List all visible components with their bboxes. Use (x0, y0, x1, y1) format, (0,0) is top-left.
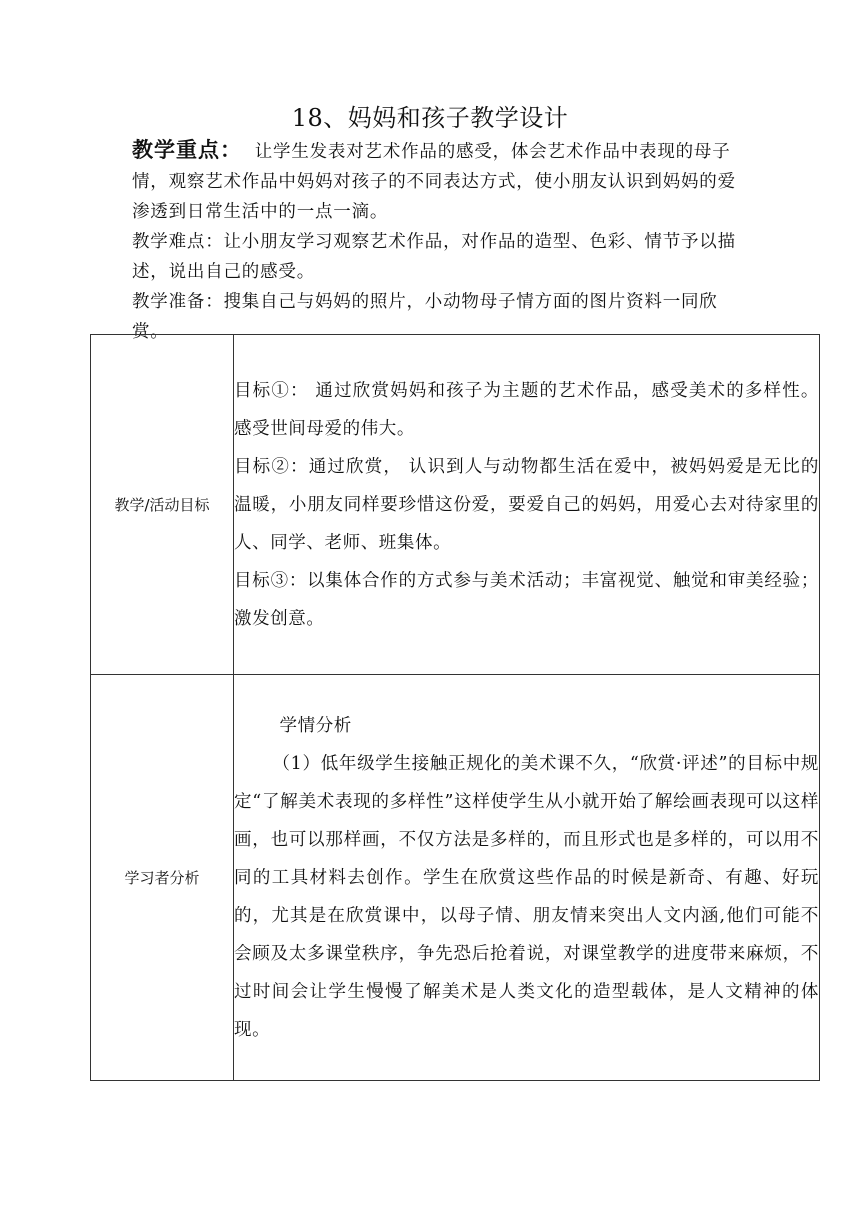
goal-1: 目标①： 通过欣赏妈妈和孩子为主题的艺术作品，感受美术的多样性。感受世间母爱的伟大。 (234, 380, 819, 439)
learner-analysis-content (234, 675, 820, 1081)
objectives-label: 教学/活动目标 (91, 335, 234, 675)
table-row-learner-analysis (91, 675, 820, 1081)
goal-2: 目标②：通过欣赏， 认识到人与动物都生活在爱中，被妈妈爱是无比的温暖，小朋友同样要珍惜这份爱，要爱自己的妈妈，用爱心去对待家里的人、同学、老师、班集体。 (234, 456, 819, 553)
key-points-label: 教学重点： (132, 137, 242, 162)
learner-analysis-heading: 学情分析 (279, 715, 352, 736)
table-row-objectives (91, 335, 820, 675)
key-points-paragraph (132, 135, 738, 227)
key-points-text: 让学生发表对艺术作品的感受，体会艺术作品中表现的母子情，观察艺术作品中妈妈对孩子的不同表达方式，使小朋友认识到妈妈的爱渗透到日常生活中的一点一滴。 (132, 142, 736, 222)
objectives-content (234, 335, 820, 675)
learner-analysis-paragraph: （1）低年级学生接触正规化的美术课不久，“欣赏·评述”的目标中规定“了解美术表现的多样性”这样使学生从小就开始了解绘画表现可以这样画，也可以那样画，不仅方法是多样的，而且形式也是多样的，可以用不同的工具材料去创作。学生在欣赏这些作品的时候是新奇、有趣、好玩的，尤其是在欣赏课中，以母子情、朋友情来突出人文内涵,他们可能不会顾及太多课堂秩序，争先恐后抢着说，对课堂教学的进度带来麻烦，不过时间会让学生慢慢了解美术是人类文化的造型载体，是人文精神的体现。 (234, 753, 819, 1040)
difficulties-paragraph: 教学难点：让小朋友学习观察艺术作品，对作品的造型、色彩、情节予以描述，说出自己的感受。 (132, 232, 736, 282)
lesson-table (90, 334, 820, 1081)
preparation-paragraph: 教学准备：搜集自己与妈妈的照片，小动物母子情方面的图片资料一同欣赏。 (132, 292, 718, 342)
learner-analysis-label: 学习者分析 (91, 675, 234, 1081)
goal-3: 目标③：以集体合作的方式参与美术活动；丰富视觉、触觉和审美经验；激发创意。 (234, 570, 819, 629)
document-title: 18、妈妈和孩子教学设计 (291, 104, 569, 132)
intro-section (132, 135, 738, 347)
